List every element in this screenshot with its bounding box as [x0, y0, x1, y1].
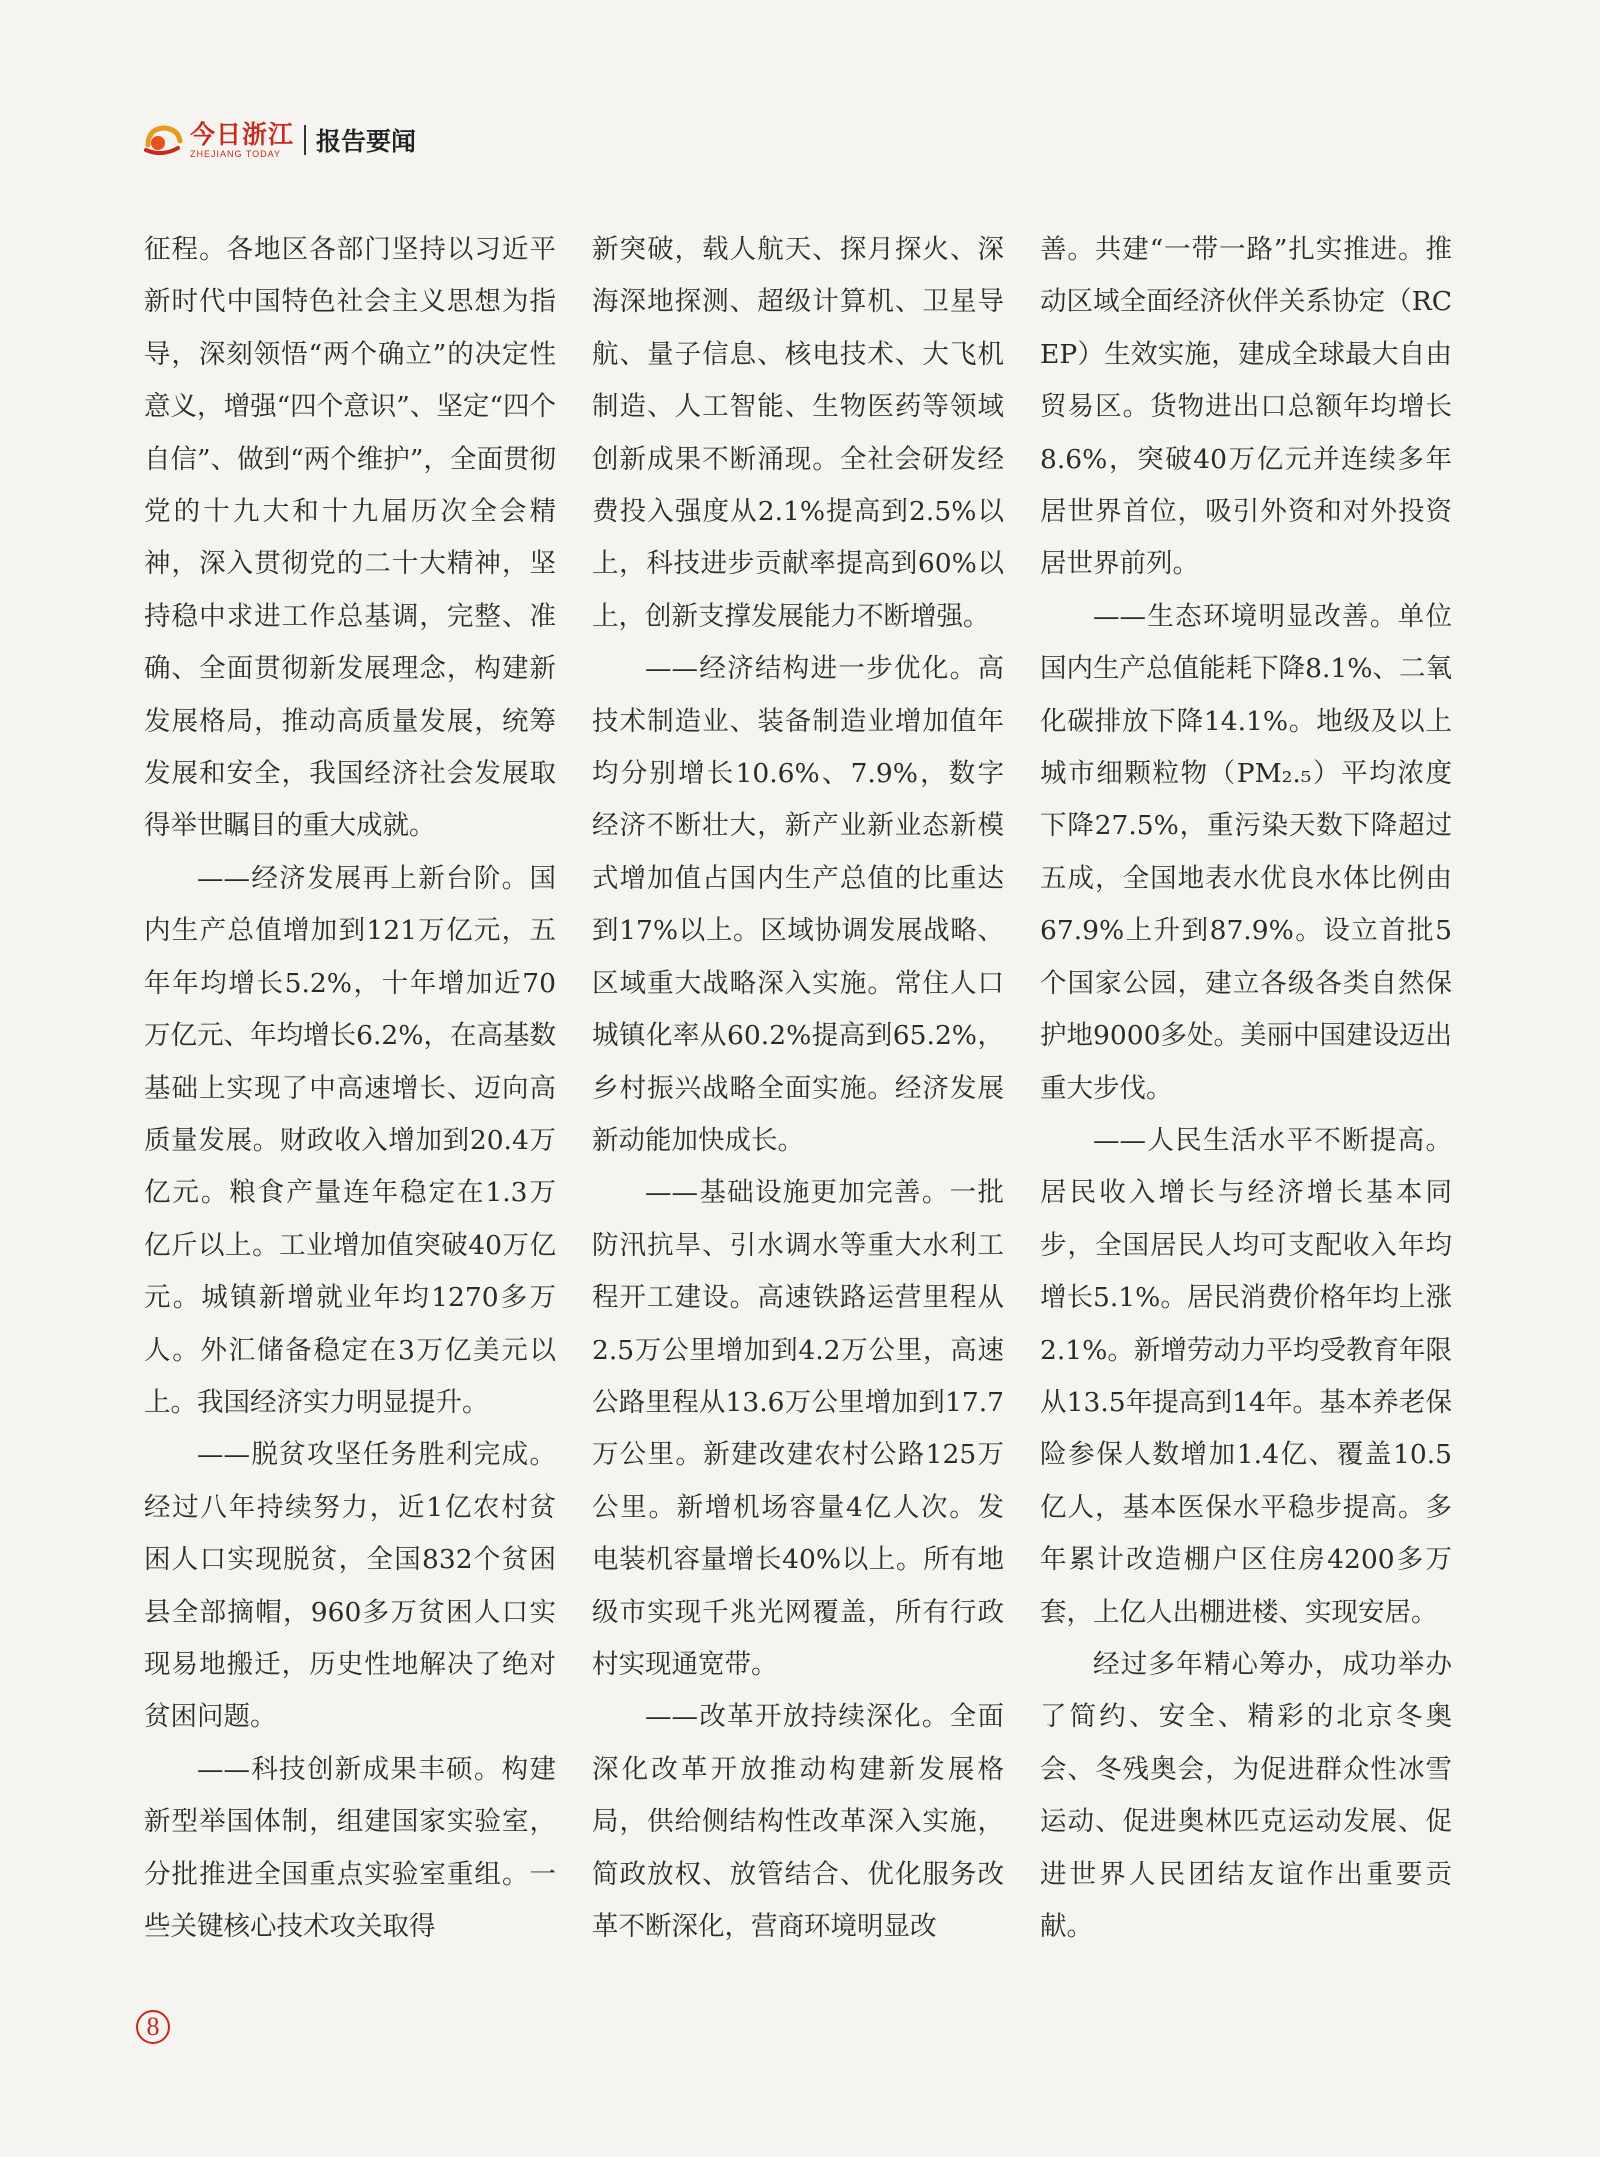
- paragraph: ——经济结构进一步优化。高技术制造业、装备制造业增加值年均分别增长10.6%、7.9%，数字经济不断壮大，新产业新业态新模式增加值占国内生产总值的比重达到17%以上。区域协调发展战略、区域重大战略深入实施。常住人口城镇化率从60.2%提高到65.2%，乡村振兴战略全面实施。经济发展新动能加快成长。: [592, 653, 1004, 1156]
- paragraph: ——改革开放持续深化。全面深化改革开放推动构建新发展格局，供给侧结构性改革深入实施，简政放权、放管结合、优化服务改革不断深化，营商环境明显改: [592, 1701, 1004, 1942]
- text-column-1: [144, 224, 556, 1953]
- zhejiang-today-logo: [144, 119, 295, 159]
- paragraph: ——脱贫攻坚任务胜利完成。经过八年持续努力，近1亿农村贫困人口实现脱贫，全国832个贫困县全部摘帽，960多万贫困人口实现易地搬迁，历史性地解决了绝对贫困问题。: [144, 1439, 556, 1733]
- header-divider: [304, 125, 306, 155]
- paragraph: ——人民生活水平不断提高。居民收入增长与经济增长基本同步，全国居民人均可支配收入年均增长5.1%。居民消费价格年均上涨2.1%。新增劳动力平均受教育年限从13.5年提高到14年。基本养老保险参保人数增加1.4亿、覆盖10.5亿人，基本医保水平稳步提高。多年累计改造棚户区住房4200多万套，上亿人出棚进楼、实现安居。: [1040, 1124, 1452, 1628]
- paragraph: 善。共建“一带一路”扎实推进。推动区域全面经济伙伴关系协定（RCEP）生效实施，建成全球最大自由贸易区。货物进出口总额年均增长8.6%，突破40万亿元并连续多年居世界首位，吸引外资和对外投资居世界前列。: [1040, 234, 1452, 580]
- paragraph: ——科技创新成果丰硕。构建新型举国体制，组建国家实验室，分批推进全国重点实验室重组。一些关键核心技术攻关取得: [144, 1753, 556, 1942]
- page-number: 8: [136, 2010, 170, 2044]
- page-header: [144, 118, 416, 162]
- section-title: 报告要闻: [316, 127, 417, 156]
- paragraph: ——生态环境明显改善。单位国内生产总值能耗下降8.1%、二氧化碳排放下降14.1%。地级及以上城市细颗粒物（PM₂.₅）平均浓度下降27.5%，重污染天数下降超过五成，全国地表水优良水体比例由67.9%上升到87.9%。设立首批5个国家公园，建立各级各类自然保护地9000多处。美丽中国建设迈出重大步伐。: [1040, 600, 1452, 1104]
- paragraph: 经过多年精心筹办，成功举办了简约、安全、精彩的北京冬奥会、冬残奥会，为促进群众性冰雪运动、促进奥林匹克运动发展、促进世界人民团结友谊作出重要贡献。: [1040, 1648, 1452, 1942]
- sun-logo-icon: [144, 123, 184, 157]
- paragraph: ——基础设施更加完善。一批防汛抗旱、引水调水等重大水利工程开工建设。高速铁路运营里程从2.5万公里增加到4.2万公里，高速公路里程从13.6万公里增加到17.7万公里。新建改建农村公路125万公里。新增机场容量4亿人次。发电装机容量增长40%以上。所有地级市实现千兆光网覆盖，所有行政村实现通宽带。: [592, 1177, 1004, 1680]
- paragraph: 新突破，载人航天、探月探火、深海深地探测、超级计算机、卫星导航、量子信息、核电技术、大飞机制造、人工智能、生物医药等领域创新成果不断涌现。全社会研发经费投入强度从2.1%提高到2.5%以上，科技进步贡献率提高到60%以上，创新支撑发展能力不断增强。: [592, 234, 1004, 632]
- logo-subtitle: ZHEJIANG TODAY: [190, 148, 282, 159]
- text-column-2: [592, 224, 1004, 1953]
- text-column-3: [1040, 224, 1452, 1953]
- paragraph: ——经济发展再上新台阶。国内生产总值增加到121万亿元，五年年均增长5.2%，十年增加近70万亿元、年均增长6.2%，在高基数基础上实现了中高速增长、迈向高质量发展。财政收入增加到20.4万亿元。粮食产量连年稳定在1.3万亿斤以上。工业增加值突破40万亿元。城镇新增就业年均1270多万人。外汇储备稳定在3万亿美元以上。我国经济实力明显提升。: [144, 862, 556, 1418]
- logo-title: 今日浙江: [190, 119, 295, 149]
- paragraph: 征程。各地区各部门坚持以习近平新时代中国特色社会主义思想为指导，深刻领悟“两个确立”的决定性意义，增强“四个意识”、坚定“四个自信”、做到“两个维护”，全面贯彻党的十九大和十九届历次全会精神，深入贯彻党的二十大精神，坚持稳中求进工作总基调，完整、准确、全面贯彻新发展理念，构建新发展格局，推动高质量发展，统筹发展和安全，我国经济社会发展取得举世瞩目的重大成就。: [144, 234, 556, 842]
